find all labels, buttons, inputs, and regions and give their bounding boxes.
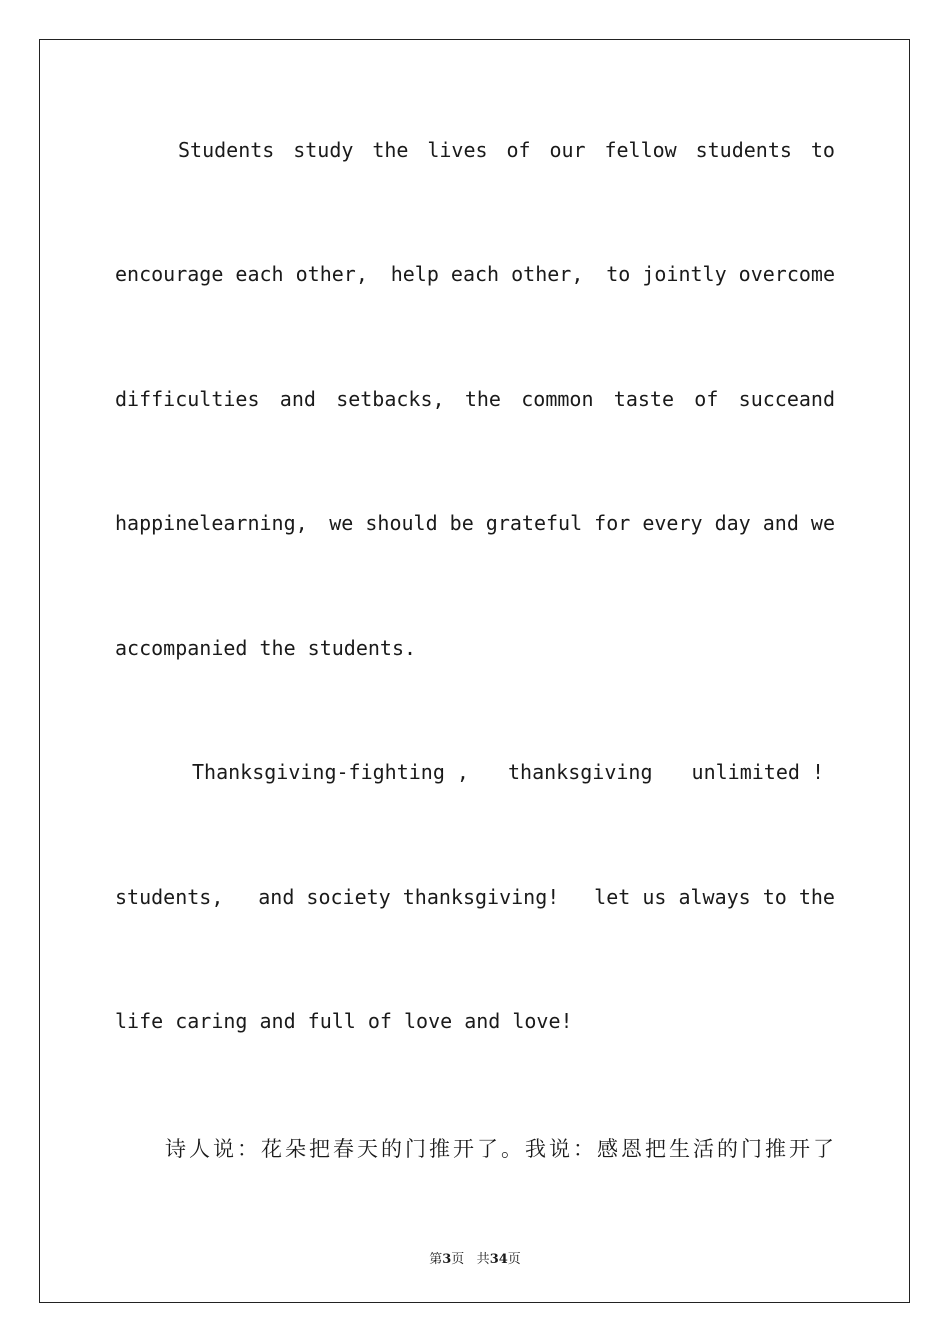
phrase: let us always to the [594,885,835,909]
footer-total-prefix: 共 [476,1252,490,1267]
page-number: 3 [442,1252,452,1267]
page-footer [0,1248,950,1267]
text-line-1 [178,138,835,162]
text-line-8 [115,1009,835,1033]
phrase: encourage each other, [115,262,368,286]
text-line-2 [115,262,835,286]
text-line-7 [115,885,835,909]
word: common [521,387,594,411]
phrase: thanksgiving [508,760,653,784]
word: and [279,387,316,411]
footer-prefix: 第 [429,1252,443,1267]
word: difficulties [115,387,260,411]
word: succeand [738,387,835,411]
word: our [549,138,586,162]
word: Students [178,138,275,162]
phrase: Thanksgiving-fighting , [192,760,469,784]
word: the [464,387,501,411]
phrase: unlimited ! [691,760,824,784]
phrase: accompanied the students. [115,636,417,660]
text-line-6 [192,760,824,784]
word: the [372,138,409,162]
total-pages: 34 [489,1252,508,1267]
word: study [293,138,354,162]
phrase: life caring and full of love and love! [115,1009,573,1033]
word: students [695,138,792,162]
word: setbacks, [336,387,445,411]
word: fellow [604,138,677,162]
phrase: help each other, [390,262,584,286]
phrase: happinelearning, [115,511,308,535]
phrase: we should be grateful for every day and we [329,511,835,535]
chinese-text-line: 诗人说：花朵把春天的门推开了。我说：感恩把生活的门推开了 [165,1137,837,1161]
word: of [506,138,531,162]
page-border [39,39,910,1303]
footer-total-suffix: 页 [507,1252,521,1267]
text-line-3 [115,387,835,411]
word: taste [613,387,674,411]
phrase: to jointly overcome [606,262,835,286]
phrase: students, [115,885,224,909]
phrase: and society thanksgiving! [258,885,560,909]
word: lives [427,138,488,162]
text-line-5 [115,636,835,660]
word: to [810,138,835,162]
text-line-4 [115,511,835,535]
word: of [694,387,719,411]
footer-page-suffix: 页 [451,1252,465,1267]
